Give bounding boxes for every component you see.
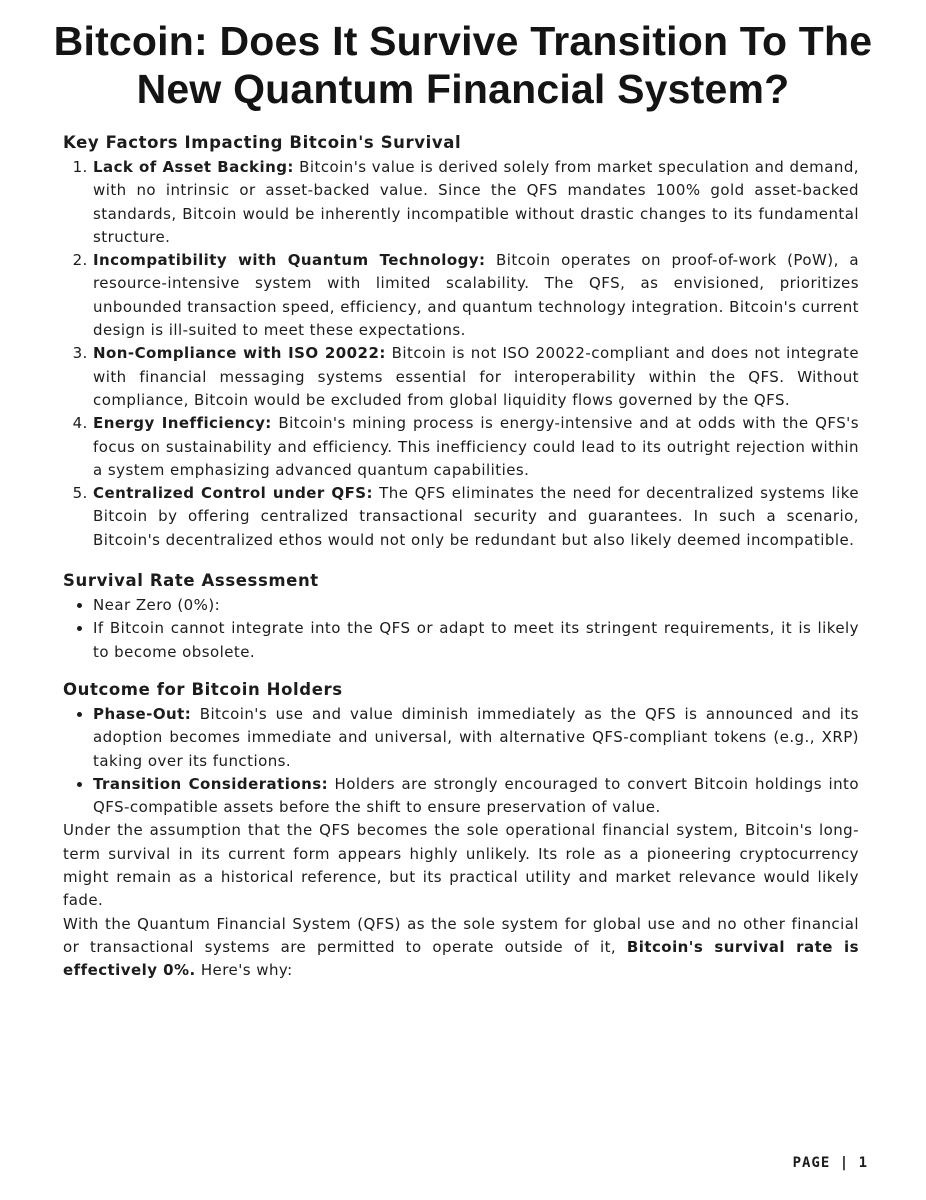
- factor-term: Lack of Asset Backing:: [93, 158, 294, 176]
- conclusion-paragraph: Under the assumption that the QFS becomes the sole operational financial system, Bitcoin's long-term survival in its current form appears highly unlikely. Its role as a pioneering cryptocurrency might remain as a historical reference, but its practical utility and market relevance would likely fade.: [63, 821, 859, 910]
- list-item: [93, 703, 859, 773]
- key-factors-heading: Key Factors Impacting Bitcoin's Survival: [63, 133, 462, 152]
- survival-rate-statement: Bitcoin's survival rate is effectively 0%.: [63, 937, 859, 980]
- list-item: • Near Zero (0%):: [93, 594, 859, 617]
- outcome-term: Phase-Out:: [93, 704, 192, 723]
- final-paragraph: [63, 913, 859, 983]
- document-title: Bitcoin: Does It Survive Transition To The New Quantum Financial System?: [53, 18, 873, 112]
- survival-rate-heading: Survival Rate Assessment: [63, 571, 319, 591]
- factor-text: Bitcoin's value is derived solely from market speculation and demand, with no intrinsic or asset-backed value. Since the QFS mandates 100% gold asset-backed standards, Bitcoin would be inherently incompatible without drastic changes to its fundamental structure.: [93, 158, 860, 246]
- key-factors-list: [63, 156, 859, 552]
- list-item: [93, 156, 859, 249]
- factor-text: Bitcoin operates on proof-of-work (PoW), a resource-intensive system with limited scalability. The QFS, as envisioned, prioritizes unbounded transaction speed, efficiency, and quantum technology integration. Bitcoin's current design is ill-suited to meet these expectations.: [93, 251, 859, 340]
- factor-text: Bitcoin is not ISO 20022-compliant and does not integrate with financial messaging systems essential for interoperability within the QFS. Without compliance, Bitcoin would be excluded from global liquidity flows governed by the QFS.: [93, 344, 859, 409]
- list-item: [93, 412, 859, 482]
- final-paragraph-tail: Here's why:: [200, 961, 293, 980]
- factor-term: Non-Compliance with ISO 20022:: [93, 344, 386, 363]
- list-item: [93, 482, 859, 552]
- page-number: PAGE | 1: [792, 1155, 868, 1171]
- final-paragraph-lead: With the Quantum Financial System (QFS) as the sole system for global use and no other financial or transactional systems are permitted to operate outside of it,: [63, 914, 859, 956]
- outcome-heading: Outcome for Bitcoin Holders: [63, 679, 343, 699]
- outcome-text: Holders are strongly encouraged to convert Bitcoin holdings into QFS-compatible assets before the shift to ensure preservation of value.: [93, 774, 859, 817]
- list-item: [93, 342, 859, 412]
- outcome-term: Transition Considerations:: [93, 774, 329, 793]
- outcome-text: Bitcoin's use and value diminish immediately as the QFS is announced and its adoption becomes immediate and universal, with alternative QFS-compliant tokens (e.g., XRP) taking over its functions.: [93, 704, 860, 770]
- list-item: [93, 773, 859, 820]
- factor-text: The QFS eliminates the need for decentralized systems like Bitcoin by offering centralized transactional security and guarantees. In such a scenario, Bitcoin's decentralized ethos would not only be redundant but also likely deemed incompatible.: [93, 484, 859, 549]
- outcome-list: [63, 703, 859, 819]
- survival-rate-list: [63, 594, 859, 664]
- document-body: [63, 129, 859, 983]
- factor-term: Energy Inefficiency:: [93, 414, 272, 433]
- factor-text: Bitcoin's mining process is energy-intensive and at odds with the QFS's focus on sustainability and efficiency. This inefficiency could lead to its outright rejection within a system emphasizing advanced quantum capabilities.: [93, 414, 860, 479]
- list-item: [93, 249, 859, 342]
- factor-term: Incompatibility with Quantum Technology:: [93, 251, 486, 270]
- factor-term: Centralized Control under QFS:: [93, 484, 373, 503]
- list-item: • If Bitcoin cannot integrate into the QFS or adapt to meet its stringent requirements, it is likely to become obsolete.: [93, 617, 859, 664]
